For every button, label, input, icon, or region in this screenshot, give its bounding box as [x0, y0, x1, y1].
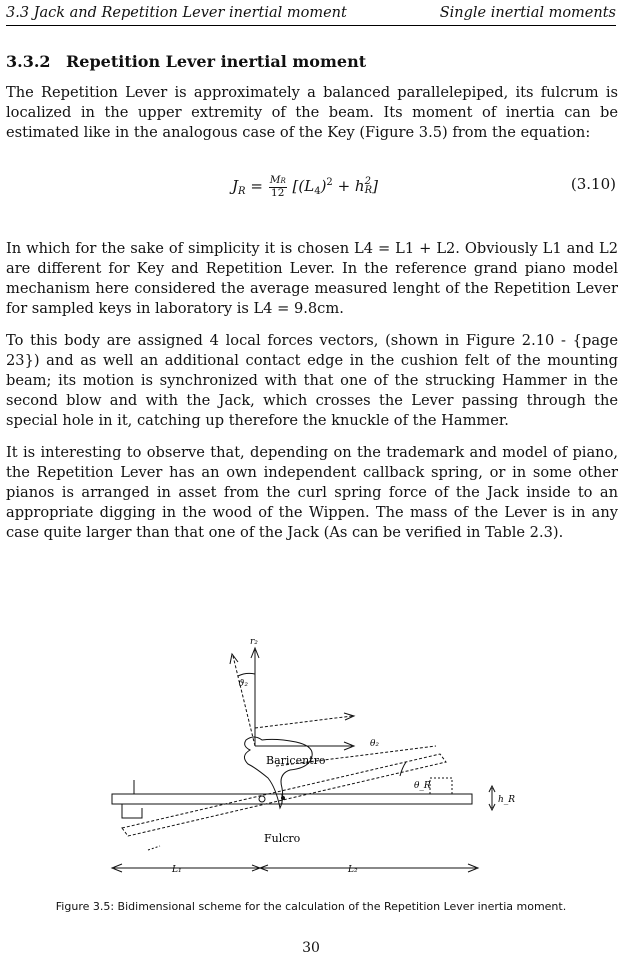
equation-number: (3.10) [570, 175, 616, 193]
paragraph-4: It is interesting to observe that, depending on the trademark and model of piano, the Repetition Lever has an own independent callback spring, or in some other pianos is arranged in asset from the curl spring force of the Jack inside to an appropriate digging in the wood of the Wippen. The mass of the Lever is in any case quite larger than that one of the Jack (As can be verified in Table 2.3). [6, 444, 618, 541]
paragraph-3: To this body are assigned 4 local forces vectors, (shown in Figure 2.10 - {page 23}) and as well an additional contact edge in the cushion felt of the mounting beam; its motion is synchronized with that one of the strucking Hammer in the second blow and with the Jack, which crosses the Lever passing through the special hole in it, catching up therefore the knuckle of the Hammer. [6, 332, 618, 429]
tilted-horizontal-axis [255, 716, 352, 728]
symbol-l1: L₁ [172, 865, 182, 875]
lever-beam [112, 794, 472, 804]
symbol-omega2: θ₂ [370, 739, 380, 749]
figure-3-5 [100, 628, 520, 888]
paragraph-1: The Repetition Lever is approximately a balanced parallelepiped, its fulcrum is localized in the upper extremity of the beam. Its moment of inertia can be estimated like in the analogous case of the Key (Figure 3.5) from the equation: [6, 84, 618, 141]
label-baricentro: Baricentro [266, 754, 326, 767]
symbol-r2: r₂ [250, 637, 258, 647]
tilted-axis [233, 656, 255, 746]
fulcrum-point [259, 796, 265, 802]
running-header [6, 3, 616, 26]
symbol-theta-r: θ_R [414, 781, 431, 791]
equation-formula: $J_R$ = $\frac{MR}{12}$ [$(L_4)^2 + h$ 2 R ] [232, 174, 378, 199]
dashed-box-right [430, 778, 452, 794]
angle-arc-theta-r [400, 762, 406, 776]
section-title: Repetition Lever inertial moment [66, 52, 367, 71]
repetition-lever-diagram [100, 628, 520, 888]
section-heading [6, 52, 366, 71]
symbol-hr: h_R [498, 795, 516, 805]
header-section: Single inertial moments [439, 5, 616, 21]
lever-left-bracket [122, 804, 142, 818]
label-fulcro: Fulcro [264, 832, 301, 845]
equation-fraction: $\frac{MR}{12}$ [269, 174, 286, 199]
angle-arc-theta2 [238, 673, 255, 676]
symbol-l2: L₂ [348, 865, 358, 875]
paragraph-2: In which for the sake of simplicity it is chosen L4 = L1 + L2. Obviously L1 and L2 are different for Key and Repetition Lever. In the reference grand piano model mechanism here considered the average measured lenght of the Repetition Lever for sampled keys in laboratory is L4 = 9.8cm. [6, 240, 618, 317]
figure-caption: Figure 3.5: Bidimensional scheme for the calculation of the Repetition Lever inertia moment. [55, 900, 567, 913]
page-number: 30 [302, 940, 320, 956]
header-chapter: 3.3 Jack and Repetition Lever inertial moment [6, 5, 347, 21]
section-number: 3.3.2 [6, 52, 51, 71]
equation-3-10 [0, 173, 622, 199]
symbol-theta2: ϑ₂ [238, 679, 249, 689]
